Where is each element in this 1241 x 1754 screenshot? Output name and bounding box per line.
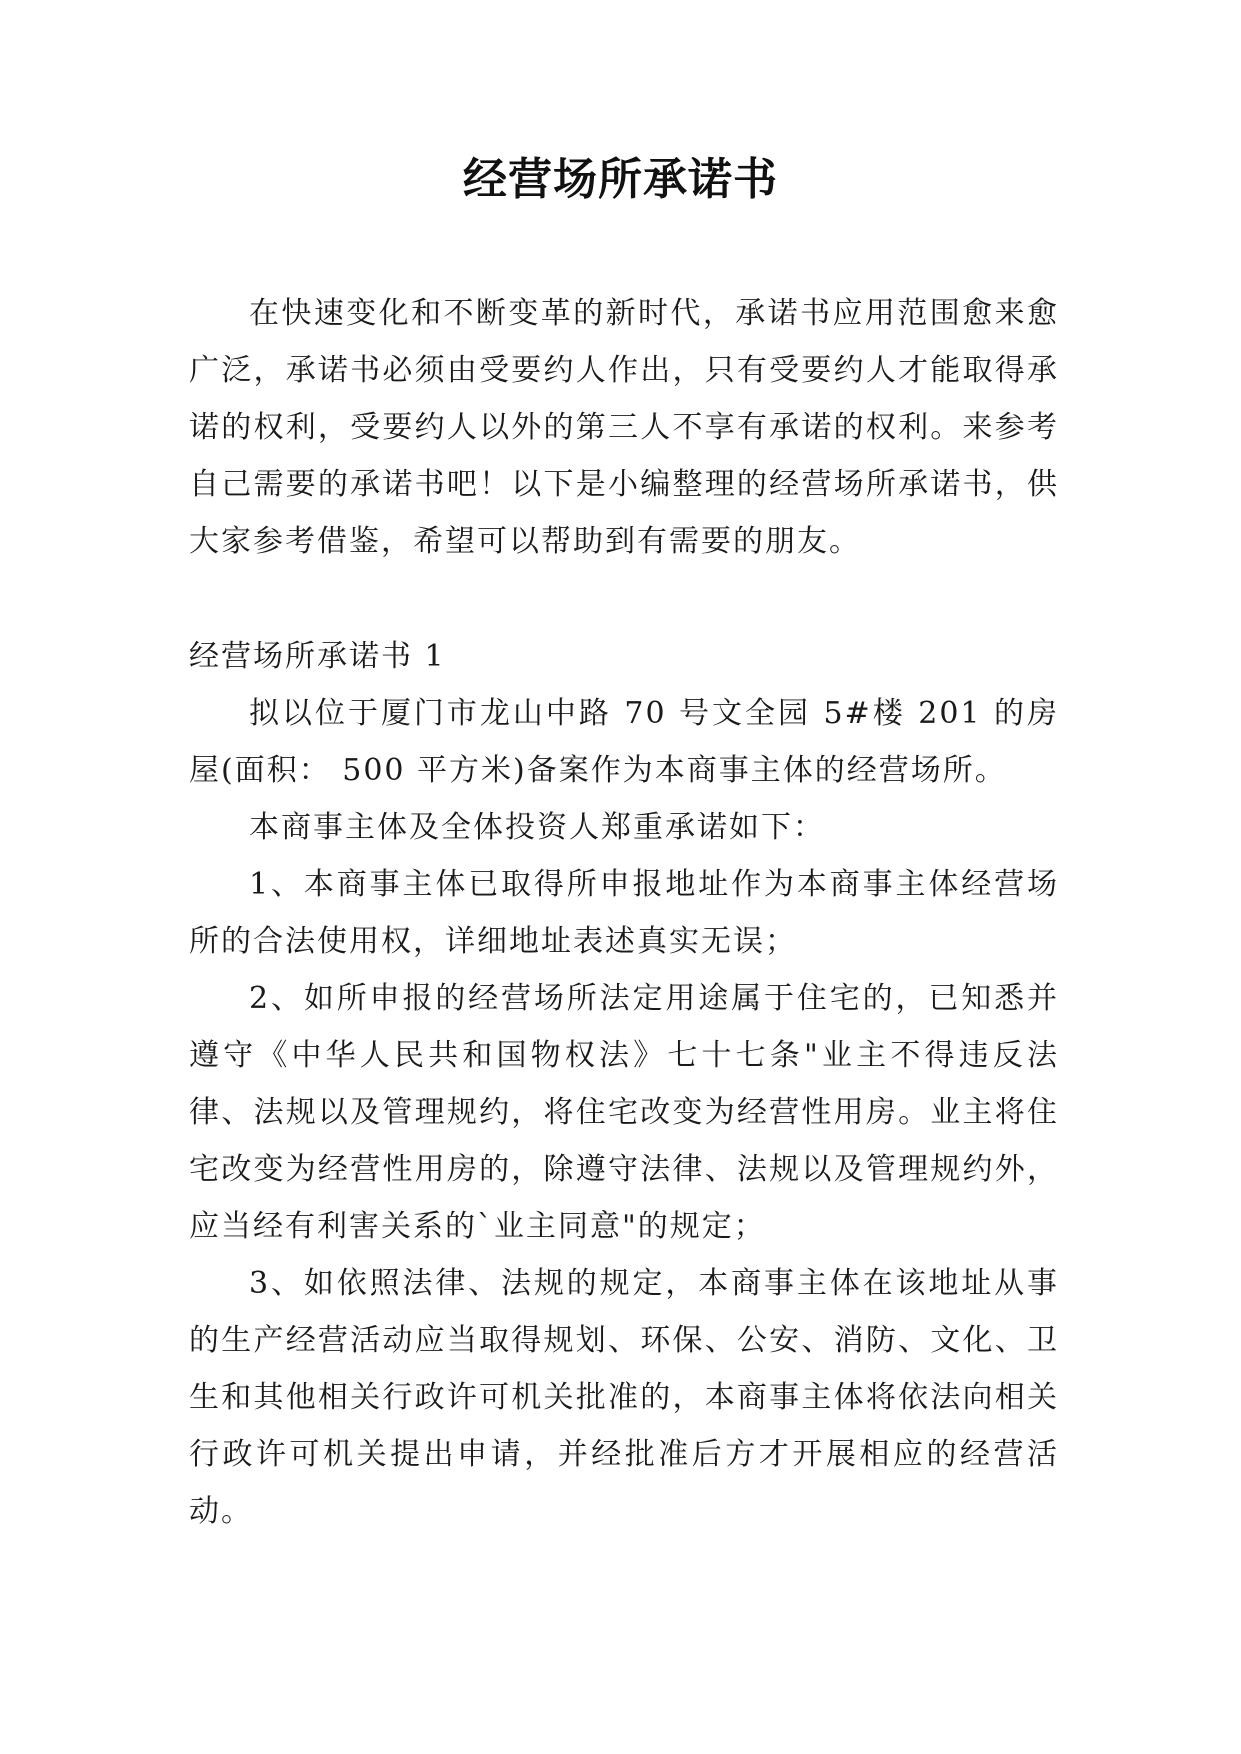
paragraph-spacer [189,570,1059,628]
paragraph: 1、本商事主体已取得所申报地址作为本商事主体经营场所的合法使用权，详细地址表述真实无误； [189,867,1059,959]
paragraph: 本商事主体及全体投资人郑重承诺如下： [249,810,825,845]
paragraph: 2、如所申报的经营场所法定用途属于住宅的，已知悉并遵守《中华人民共和国物权法》七十七条"业主不得违反法律、法规以及管理规约，将住宅改变为经营性用房。业主将住宅改变为经营性用房的，除遵守法律、法规以及管理规约外，应当经有利害关系的`业主同意"的规定； [189,981,1059,1244]
paragraph: 拟以位于厦门市龙山中路 70 号文全园 5#楼 201 的房屋(面积： 500 平方米)备案作为本商事主体的经营场所。 [189,696,1059,788]
document-title: 经营场所承诺书 [463,154,778,205]
paragraph: 3、如依照法律、法规的规定，本商事主体在该地址从事的生产经营活动应当取得规划、环保、公安、消防、文化、卫生和其他相关行政许可机关批准的，本商事主体将依法向相关行政许可机关提出申请，并经批准后方才开展相应的经营活动。 [189,1266,1059,1529]
section-heading: 经营场所承诺书 1 [189,639,446,674]
intro-paragraph: 在快速变化和不断变革的新时代，承诺书应用范围愈来愈广泛，承诺书必须由受要约人作出，只有受要约人才能取得承诺的权利，受要约人以外的第三人不享有承诺的权利。来参考自己需要的承诺书吧！以下是小编整理的经营场所承诺书，供大家参考借鉴，希望可以帮助到有需要的朋友。 [189,296,1059,559]
document-body [189,285,1059,1540]
